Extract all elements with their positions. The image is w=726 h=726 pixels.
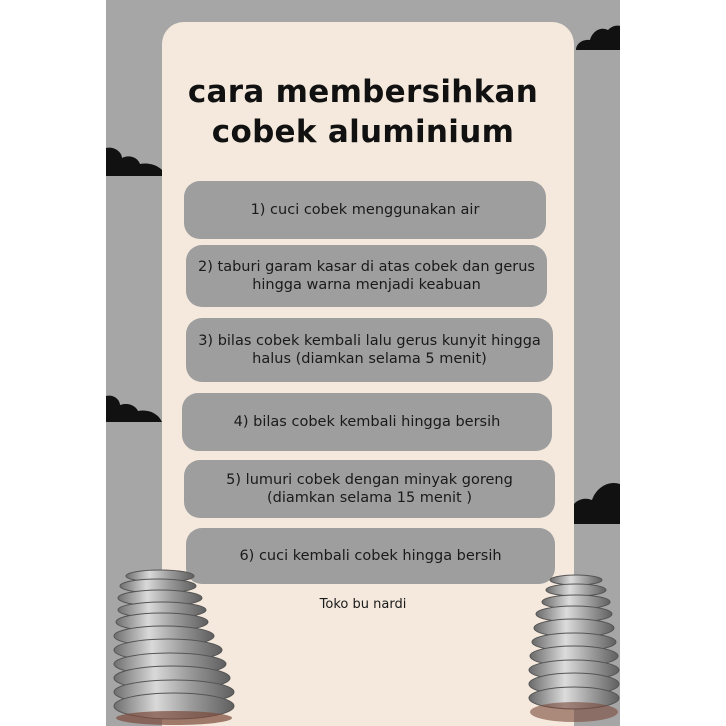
- cloud-icon: [574, 18, 620, 54]
- aluminium-cobek-stack-icon: [112, 566, 238, 726]
- aluminium-cobek-stack-icon: [524, 572, 620, 726]
- step-5: 5) lumuri cobek dengan minyak goreng (diamkan selama 15 menit ): [184, 460, 555, 518]
- step-3: 3) bilas cobek kembali lalu gerus kunyit hingga halus (diamkan selama 5 menit): [186, 318, 553, 382]
- step-2: 2) taburi garam kasar di atas cobek dan gerus hingga warna menjadi keabuan: [186, 245, 547, 307]
- shop-name: Toko bu nardi: [319, 597, 407, 612]
- cloud-icon: [106, 394, 164, 426]
- step-1: 1) cuci cobek menggunakan air: [184, 181, 546, 239]
- poster-title: [106, 72, 620, 152]
- step-4: 4) bilas cobek kembali hingga bersih: [182, 393, 552, 451]
- poster: [106, 0, 620, 726]
- title-line-2: cobek aluminium: [211, 114, 515, 150]
- title-line-1: cara membersihkan: [187, 74, 539, 110]
- step-6: 6) cuci kembali cobek hingga bersih: [186, 528, 555, 584]
